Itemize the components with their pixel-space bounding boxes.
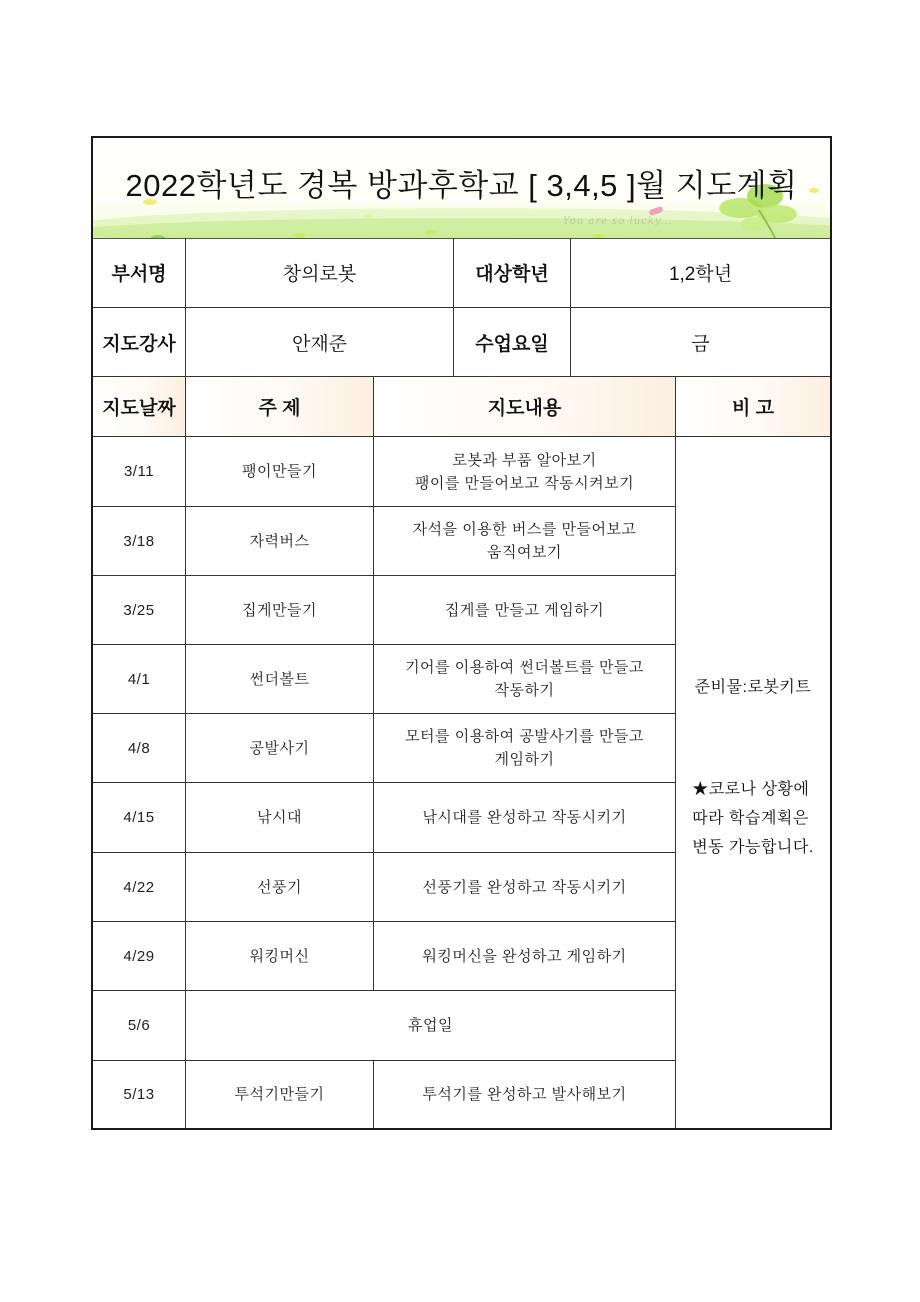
row-content: 선풍기를 완성하고 작동시키기 [374,853,676,922]
row-date: 3/11 [93,437,186,507]
row-content: 워킹머신을 완성하고 게임하기 [374,922,676,991]
department-value: 창의로봇 [186,238,454,308]
row-content [374,437,676,507]
covid-notice [692,775,814,862]
row-date: 4/22 [93,853,186,922]
header-date: 지도날짜 [93,377,186,437]
row-topic: 자력버스 [186,507,374,576]
row-topic: 썬더볼트 [186,645,374,714]
materials-note: 준비물:로봇키트 [694,679,812,696]
target-grade-label: 대상학년 [454,238,571,308]
row-topic: 팽이만들기 [186,437,374,507]
content-line: 모터를 이용하여 공발사기를 만들고 [405,728,644,745]
header-topic: 주 제 [186,377,374,437]
class-day-label: 수업요일 [454,308,571,377]
row-content [374,645,676,714]
row-content: 집게를 만들고 게임하기 [374,576,676,645]
class-day-value: 금 [571,308,830,377]
row-topic: 낚시대 [186,783,374,853]
row-topic: 투석기만들기 [186,1061,374,1128]
row-topic: 워킹머신 [186,922,374,991]
row-topic: 집게만들기 [186,576,374,645]
row-date: 4/1 [93,645,186,714]
row-date: 5/6 [93,991,186,1061]
header-remarks: 비 고 [676,377,830,437]
content-line: 기어를 이용하여 썬더볼트를 만들고 [405,659,644,676]
content-line: 자석을 이용한 버스를 만들어보고 [412,521,637,538]
notice-line: ★코로나 상황에 [692,781,810,798]
row-date: 4/15 [93,783,186,853]
header-content: 지도내용 [374,377,676,437]
instructor-label: 지도강사 [93,308,186,377]
row-date: 3/25 [93,576,186,645]
row-date: 4/29 [93,922,186,991]
content-line: 작동하기 [494,682,555,699]
instructor-value: 안재준 [186,308,454,377]
page-title: 2022학년도 경복 방과후학교 [ 3,4,5 ]월 지도계획 [125,168,798,203]
content-line: 팽이를 만들어보고 작동시켜보기 [414,474,635,492]
row-content [374,714,676,783]
plan-sheet [91,136,832,1130]
content-line: 게임하기 [494,751,555,768]
row-content: 낚시대를 완성하고 작동시키기 [374,783,676,853]
row-holiday: 휴업일 [186,991,676,1061]
content-line: 로봇과 부품 알아보기 [452,451,597,469]
row-date: 5/13 [93,1061,186,1128]
banner-dot [425,230,437,235]
title-banner [93,138,830,239]
row-topic: 공발사기 [186,714,374,783]
notice-line: 변동 가능합니다. [692,839,814,856]
row-content [374,507,676,576]
row-content: 투석기를 완성하고 발사해보기 [374,1061,676,1128]
content-line: 움직여보기 [487,544,562,561]
remarks-cell [676,437,830,1128]
banner-tagline: You are so lucky... [563,216,673,227]
notice-line: 따라 학습계획은 [692,810,809,827]
row-date: 3/18 [93,507,186,576]
department-label: 부서명 [93,238,186,308]
row-date: 4/8 [93,714,186,783]
target-grade-value: 1,2학년 [571,238,830,308]
banner-dot [363,214,373,218]
row-topic: 선풍기 [186,853,374,922]
